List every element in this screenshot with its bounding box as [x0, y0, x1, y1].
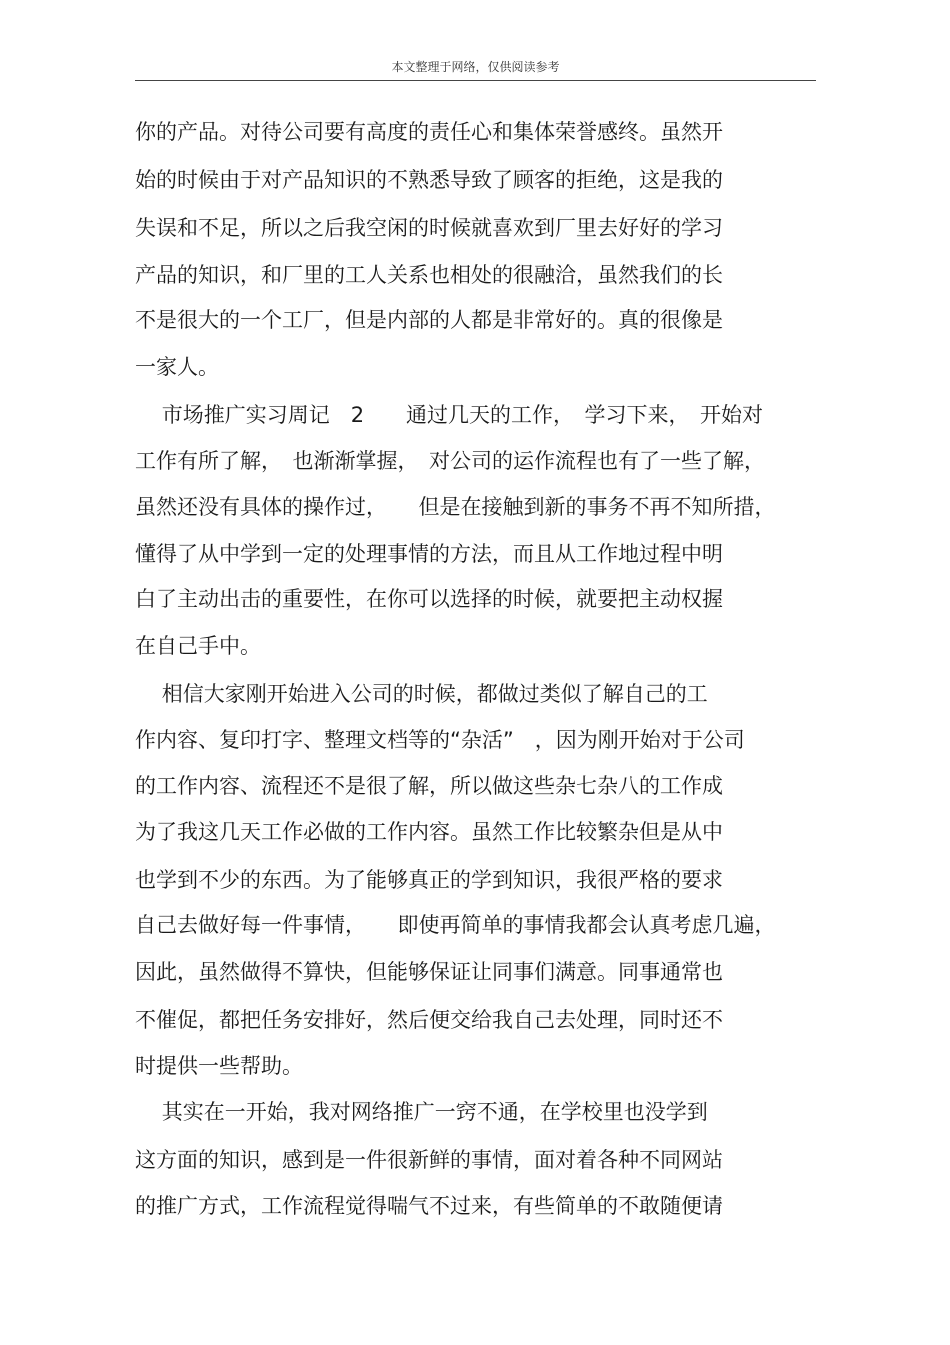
text-line: 的推广方式，工作流程觉得喘气不过来，有些简单的不敢随便请: [135, 1194, 723, 1218]
text-line: 自己去做好每一件事情， 即使再简单的事情我都会认真考虑几遍，: [135, 913, 776, 937]
text-line: 市场推广实习周记 2 通过几天的工作， 学习下来， 开始对: [135, 403, 764, 427]
text-line: 相信大家刚开始进入公司的时候，都做过类似了解自己的工: [135, 682, 708, 706]
text-line: 的工作内容、流程还不是很了解，所以做这些杂七杂八的工作成: [135, 774, 723, 798]
text-line: 因此，虽然做得不算快，但能够保证让同事们满意。同事通常也: [135, 960, 723, 984]
text-line: 不是很大的一个工厂，但是内部的人都是非常好的。真的很像是: [135, 308, 723, 332]
text-line: 产品的知识，和厂里的工人关系也相处的很融洽，虽然我们的长: [135, 263, 723, 287]
text-line: 虽然还没有具体的操作过， 但是在接触到新的事务不再不知所措，: [135, 495, 776, 519]
text-line: 失误和不足，所以之后我空闲的时候就喜欢到厂里去好好的学习: [135, 216, 723, 240]
text-line: 时提供一些帮助。: [135, 1054, 303, 1078]
text-line: 始的时候由于对产品知识的不熟悉导致了顾客的拒绝，这是我的: [135, 168, 723, 192]
text-line: 为了我这几天工作必做的工作内容。虽然工作比较繁杂但是从中: [135, 820, 723, 844]
page-header: 本文整理于网络，仅供阅读参考: [391, 60, 560, 74]
text-line: 白了主动出击的重要性，在你可以选择的时候，就要把主动权握: [135, 587, 723, 611]
text-line: 懂得了从中学到一定的处理事情的方法，而且从工作地过程中明: [135, 542, 723, 566]
text-line: 工作有所了解， 也渐渐掌握， 对公司的运作流程也有了一些了解，: [135, 449, 765, 473]
text-line: 其实在一开始，我对网络推广一窍不通，在学校里也没学到: [135, 1100, 708, 1124]
text-line: 你的产品。对待公司要有高度的责任心和集体荣誉感终。虽然开: [135, 120, 723, 144]
text-line: 在自己手中。: [135, 634, 261, 658]
text-line: 这方面的知识，感到是一件很新鲜的事情，面对着各种不同网站: [135, 1148, 723, 1172]
text-line: 也学到不少的东西。为了能够真正的学到知识，我很严格的要求: [135, 868, 723, 892]
text-line: 不催促，都把任务安排好，然后便交给我自己去处理，同时还不: [135, 1008, 723, 1032]
text-line: 一家人。: [135, 355, 219, 379]
header-divider: [135, 80, 816, 81]
text-line: 作内容、复印打字、整理文档等的“杂活” ，因为刚开始对于公司: [135, 728, 745, 752]
